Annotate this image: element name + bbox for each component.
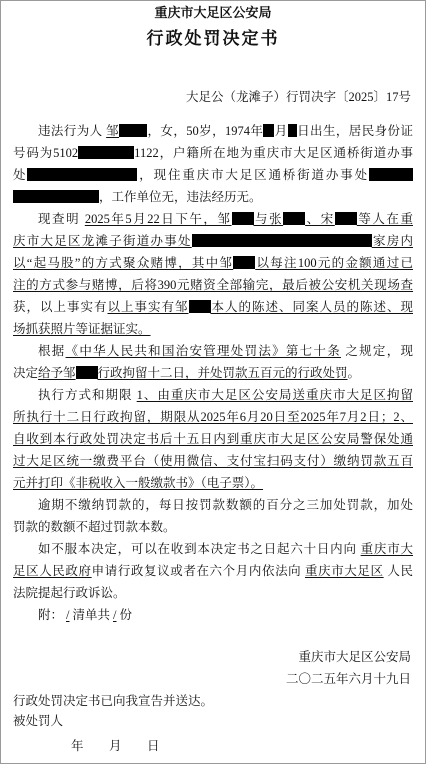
attachment-line (13, 604, 413, 626)
execution-line-2 (13, 406, 413, 428)
redaction-box (263, 124, 274, 137)
appeal-text: 申请行政复议或者在六个月内依法向 (91, 564, 305, 578)
party-line-2 (13, 142, 413, 164)
issuing-agency-heading: 重庆市大足区公安局 (154, 5, 272, 20)
basis-text: 之规定，现 (340, 344, 413, 358)
party-text: 处 (13, 168, 28, 182)
party-text: ，工作单位无，违法经历无。 (99, 190, 262, 204)
recipient-label: 被处罚人 (13, 714, 64, 728)
attachment-list-field: / (66, 608, 70, 622)
execution-line-4 (13, 450, 413, 472)
facts-line-3 (13, 252, 413, 274)
redaction-box (189, 300, 211, 313)
redaction-box (335, 212, 357, 225)
redaction-box (76, 366, 98, 379)
party-text: 号码为5102 (13, 146, 79, 160)
execution-text: 元并打印《非税收入一般缴款书》（电子票）。 (13, 476, 264, 490)
party-line-3 (13, 164, 413, 186)
law-citation: 《中华人民共和国治安管理处罚法》第七十条 (65, 344, 341, 358)
execution-line-5 (13, 472, 413, 494)
receipt-year-label: 年 (71, 739, 84, 753)
redaction-box (13, 190, 99, 203)
document-body (13, 120, 413, 626)
appeal-line-2 (13, 560, 413, 582)
redaction-box (119, 124, 147, 137)
basis-line-1 (13, 340, 413, 362)
facts-label: 现查明 (38, 212, 85, 226)
redaction-box (369, 168, 413, 181)
party-text: 日出生，居民身份证 (296, 124, 413, 138)
facts-line-5 (13, 296, 413, 318)
facts-line-6 (13, 318, 413, 340)
attachment-text: 份 (119, 608, 133, 622)
facts-text: 注的方式参与赌博，后将390元赌资全部输完，最后被公安机关现场查 (13, 278, 413, 292)
facts-text: 2025年5月22日下午，邹 (84, 212, 232, 226)
party-line-1 (13, 120, 413, 142)
signature-agency: 重庆市大足区公安局 (298, 650, 411, 664)
receipt-month-label: 月 (109, 739, 122, 753)
execution-text: 自收到本行政处罚决定书后十五日内到重庆市大足区公安局警保处通 (13, 432, 413, 446)
redaction-box (283, 212, 305, 225)
execution-line-1 (13, 384, 413, 406)
receipt-statement: 行政处罚决定书已向我宣告并送达。 (13, 694, 214, 708)
party-name: 邹 (106, 124, 120, 138)
party-text: ，女，50岁，1974年 (147, 124, 264, 138)
facts-text: 以每注100元的金额通过已 (255, 256, 413, 270)
facts-text: 获，以上事实有 (13, 300, 108, 314)
penalty-text: 行政拘留十二日，并处罚款五百元的行政处罚 (97, 366, 348, 380)
facts-text: 家房内 (371, 234, 413, 248)
execution-label: 执行方式和期限 (38, 388, 137, 402)
overdue-text: 罚款的数额不超过罚款本数。 (13, 520, 176, 534)
facts-text: 场抓获照片等证据证实。 (13, 322, 151, 336)
execution-line-3 (13, 428, 413, 450)
document-number: 大足公（龙滩子）行罚决字〔2025〕17号 (185, 90, 411, 104)
redaction-box (232, 212, 254, 225)
document-title: 行政处罚决定书 (146, 29, 280, 48)
facts-text: 以“起马股”的方式聚众赌博，其中邹 (13, 256, 234, 270)
appeal-court: 重庆市大足区 (305, 564, 384, 578)
appeal-line-1 (13, 538, 413, 560)
receipt-day-label: 日 (147, 739, 160, 753)
facts-line-4 (13, 274, 413, 296)
redaction-box (27, 168, 137, 181)
execution-text: 过大足区统一缴费平台（使用微信、支付宝扫码支付）缴纳罚款五百 (13, 454, 413, 468)
appeal-authority: 重庆市大 (360, 542, 413, 556)
facts-text: 以上事实有邹 (107, 300, 189, 314)
basis-text: 根据 (38, 344, 66, 358)
overdue-text: 逾期不缴纳罚款的，每日按罚款数额的百分之三加处罚款，加处 (38, 498, 413, 512)
basis-text: 决定 (13, 366, 39, 380)
basis-line-2 (13, 362, 413, 384)
attachment-text: 清单共 (72, 608, 111, 622)
facts-text: 、宋 (305, 212, 335, 226)
facts-text: 本人的陈述、同案人员的陈述、现 (210, 300, 413, 314)
appeal-text: 如不服本决定，可以在收到本决定书之日起六十日内向 (38, 542, 361, 556)
party-text: ，现住重庆市大足区通桥街道办事处 (137, 168, 369, 182)
appeal-line-3 (13, 582, 413, 604)
redaction-box (192, 234, 372, 247)
signature-date: 二〇二五年六月十九日 (285, 672, 411, 686)
appeal-text: 法院提起行政诉讼。 (13, 586, 126, 600)
basis-text: 。 (347, 366, 361, 380)
penalty-text: 给予邹 (38, 366, 76, 380)
facts-line-2 (13, 230, 413, 252)
party-text: 1122，户籍所在地为重庆市大足区通桥街道办事 (134, 146, 413, 160)
redaction-box (288, 124, 297, 137)
appeal-text: 人民 (383, 564, 413, 578)
party-label: 违法行为人 (38, 124, 107, 138)
appeal-authority: 足区人民政府 (13, 564, 92, 578)
redaction-box (78, 146, 134, 159)
redaction-box (233, 256, 255, 269)
execution-text: 1、由重庆市大足区公安局送重庆市大足区拘留 (136, 388, 413, 402)
facts-text: 与张 (253, 212, 284, 226)
execution-text: 所执行十二日行政拘留，期限从2025年6月20日至2025年7月2日；2、 (13, 410, 413, 424)
facts-text: 庆市大足区龙滩子街道办事处 (13, 234, 192, 248)
facts-text: 等人在重 (356, 212, 413, 226)
overdue-line-2 (13, 516, 413, 538)
party-text: 月 (274, 124, 288, 138)
attachment-count-field: / (113, 608, 117, 622)
facts-line-1 (13, 208, 413, 230)
attachment-label: 附： (38, 608, 64, 622)
overdue-line-1 (13, 494, 413, 516)
party-line-4 (13, 186, 413, 208)
